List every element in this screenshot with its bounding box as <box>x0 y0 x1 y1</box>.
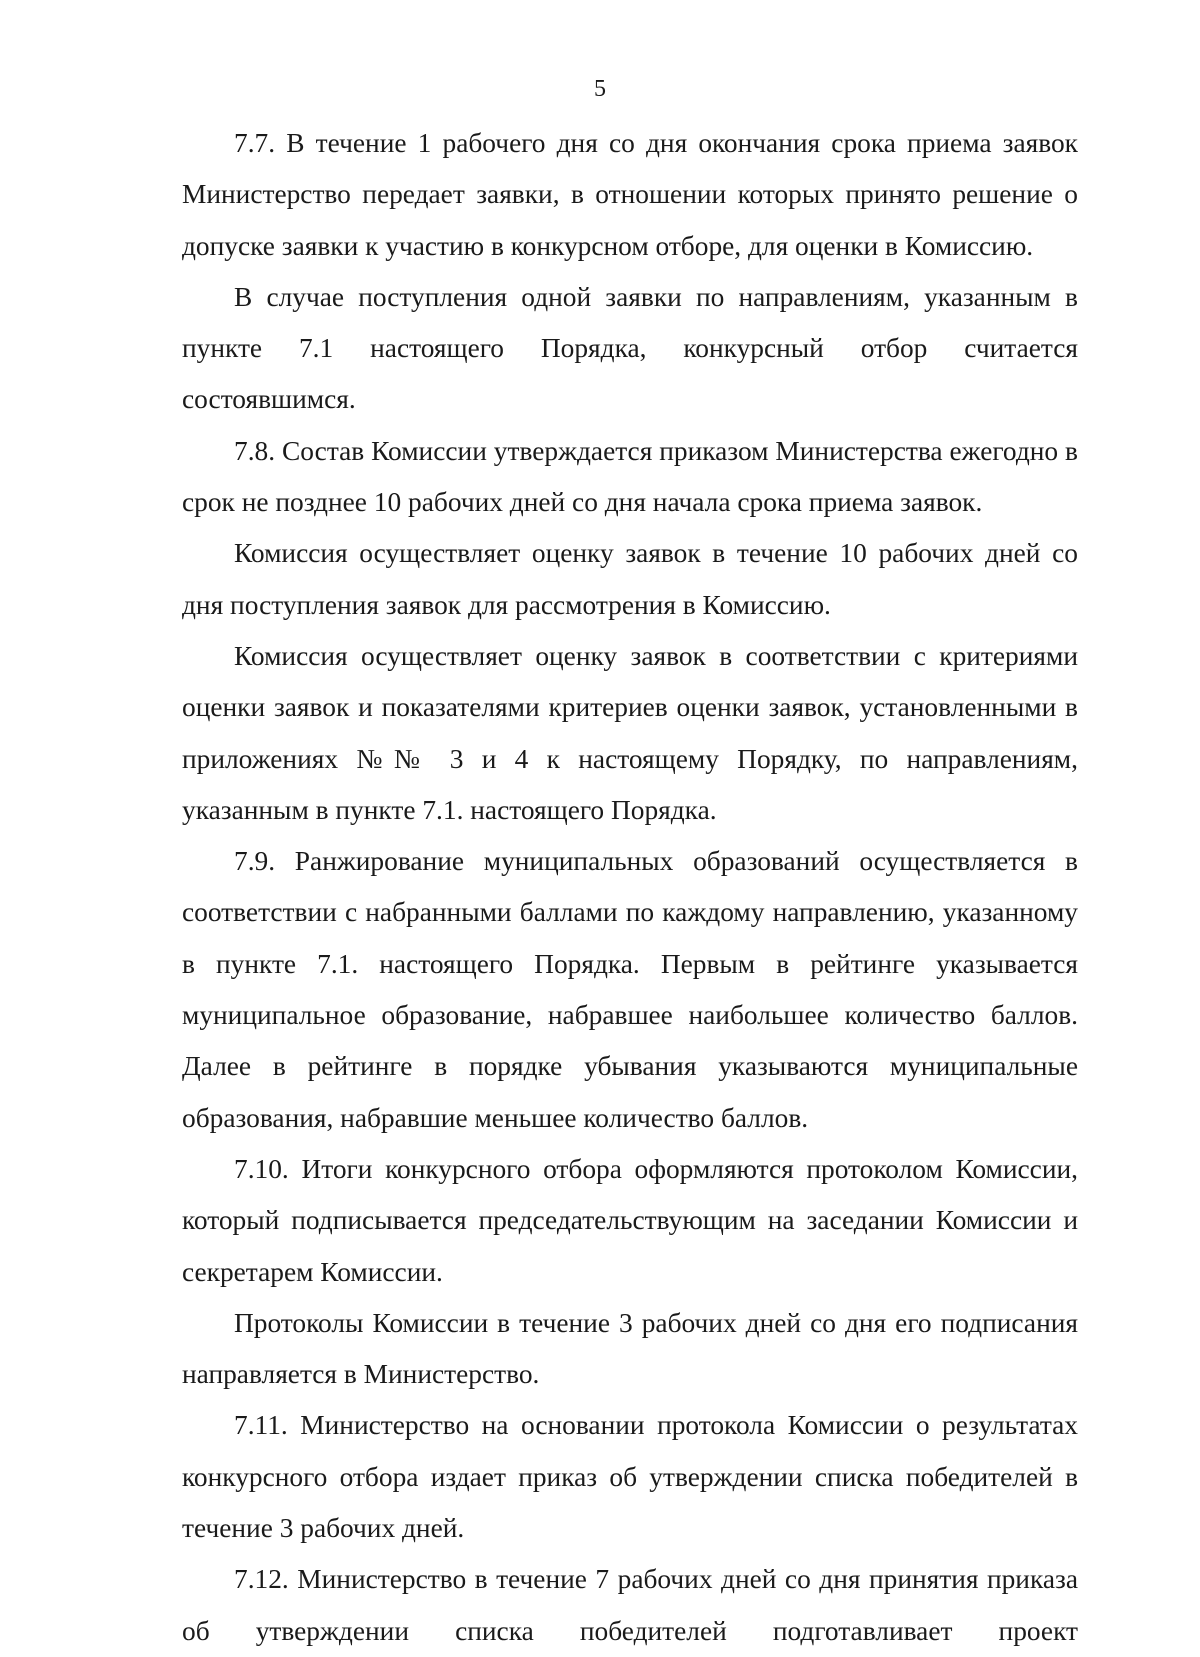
paragraph-protocols: Протоколы Комиссии в течение 3 рабочих дней со дня его подписания направляется в Министерство. <box>182 1307 1078 1390</box>
paragraph-7-7: 7.7. В течение 1 рабочего дня со дня окончания срока приема заявок Министерство передает заявки, в отношении которых принято решение о допуске заявки к участию в конкурсном отборе, для оценки в Комиссию. <box>182 128 1078 261</box>
paragraph-evaluation-criteria: Комиссия осуществляет оценку заявок в соответствии с критериями оценки заявок и показателями критериев оценки заявок, установленными в приложениях №№ 3 и 4 к настоящему Порядку, по направлениям, указанным в пункте 7.1. настоящего Порядка. <box>182 640 1078 825</box>
paragraph-single-application: В случае поступления одной заявки по направлениям, указанным в пункте 7.1 настоящего Порядка, конкурсный отбор считается состоявшимся. <box>182 281 1078 415</box>
paragraph-7-9: 7.9. Ранжирование муниципальных образований осуществляется в соответствии с набранными баллами по каждому направлению, указанному в пункте 7.1. настоящего Порядка. Первым в рейтинге указывается муниципальное образование, набравшее наибольшее количество баллов. Далее в рейтинге в порядке убывания указываются муниципальные образования, набравшие меньшее количество баллов. <box>182 846 1078 1133</box>
paragraph-7-12: 7.12. Министерство в течение 7 рабочих дней со дня принятия приказа об утверждении списка победителей подготавливает проект <box>182 1564 1078 1646</box>
document-body <box>182 118 1078 1657</box>
paragraph-7-11: 7.11. Министерство на основании протокола Комиссии о результатах конкурсного отбора издает приказ об утверждении списка победителей в течение 3 рабочих дней. <box>182 1410 1078 1544</box>
paragraph-7-8: 7.8. Состав Комиссии утверждается приказом Министерства ежегодно в срок не позднее 10 рабочих дней со дня начала срока приема заявок. <box>182 435 1078 518</box>
paragraph-evaluation-term: Комиссия осуществляет оценку заявок в течение 10 рабочих дней со дня поступления заявок для рассмотрения в Комиссию. <box>182 538 1078 620</box>
page-number: 5 <box>594 76 606 102</box>
paragraph-7-10: 7.10. Итоги конкурсного отбора оформляются протоколом Комиссии, который подписывается председательствующим на заседании Комиссии и секретарем Комиссии. <box>182 1153 1078 1287</box>
